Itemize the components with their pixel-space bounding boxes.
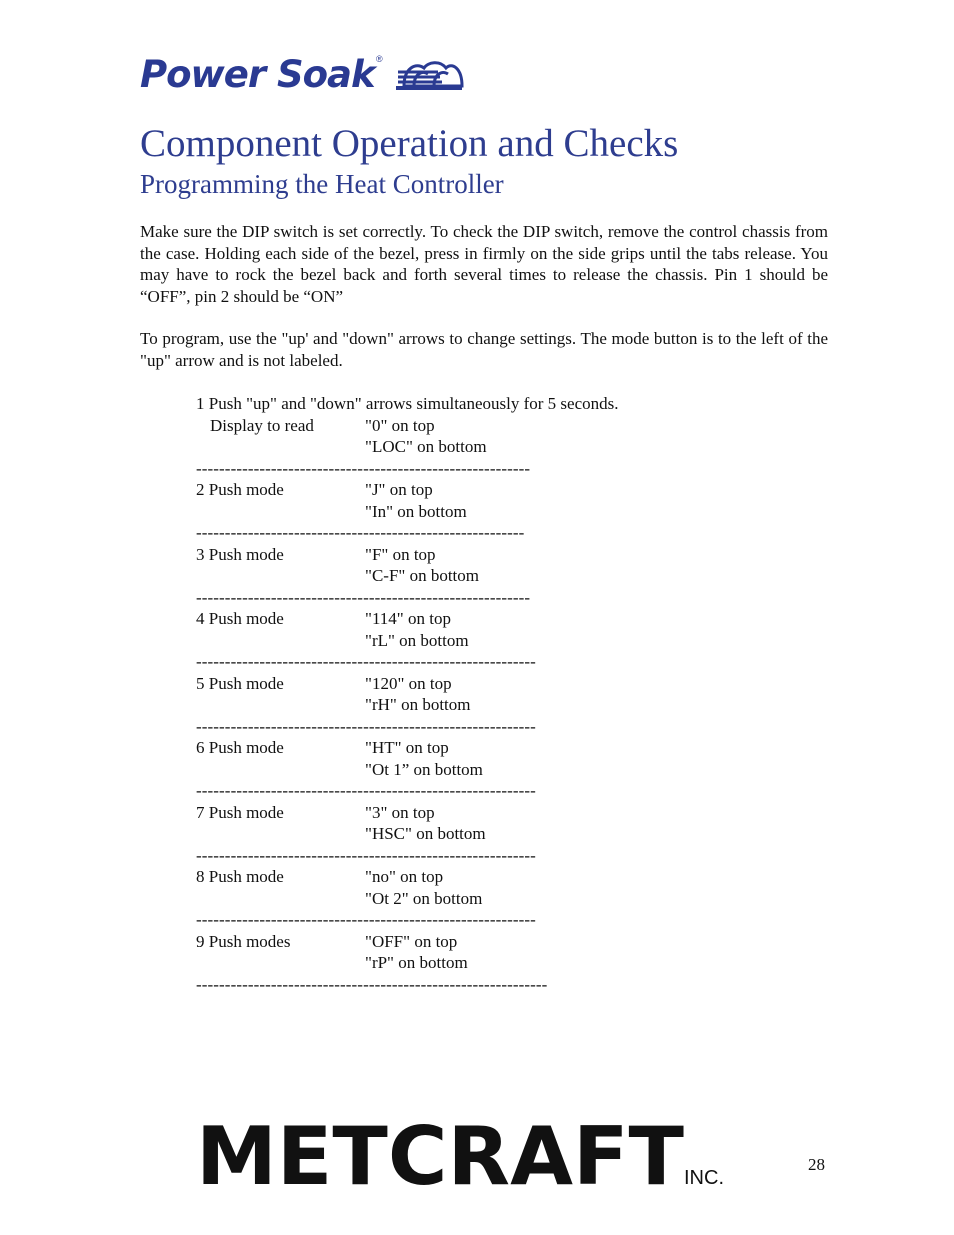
section-subtitle: Programming the Heat Controller	[140, 169, 504, 199]
separator-line: -----------------------------------------------------------	[196, 781, 536, 800]
step-top-value: "3" on top	[365, 802, 435, 822]
step-row	[196, 544, 616, 566]
step-1-bottom	[196, 436, 616, 458]
step-top-value: "F" on top	[365, 544, 436, 564]
registered-mark: ®	[376, 54, 383, 64]
step-label: 8 Push mode	[196, 867, 284, 886]
metcraft-logo-suffix: INC.	[684, 1167, 724, 1189]
separator-line: ---------------------------------------------------------	[196, 523, 525, 542]
step-bottom-value: "In" on bottom	[365, 501, 467, 521]
step-1-display	[196, 415, 616, 437]
power-soak-logo	[140, 52, 470, 98]
step-row	[196, 866, 616, 888]
step-row-bottom	[196, 565, 616, 587]
step-label: 7 Push mode	[196, 802, 284, 822]
step-top-value: "HT" on top	[365, 738, 449, 757]
step-bottom-value: "C-F" on bottom	[365, 566, 480, 585]
step-label: 9 Push modes	[196, 931, 291, 951]
step-top-value: "120" on top	[365, 673, 452, 693]
step-bottom-value: "Ot 1” on bottom	[365, 759, 483, 779]
separator-line: -----------------------------------------------------------	[196, 652, 536, 671]
step-row-bottom	[196, 694, 616, 716]
step-1-instruction: 1 Push "up" and "down" arrows simultaneously for 5 seconds.	[196, 394, 619, 413]
step-top-value: "0" on top	[365, 415, 435, 435]
dip-switch-paragraph: Make sure the DIP switch is set correctly. To check the DIP switch, remove the control chassis from the case. Holding each side of the bezel, press in firmly on the side grips until the tabs release. You may have to rock the bezel back and forth several times to release the chassis. Pin 1 should be “OFF”, pin 2 should be “ON”	[140, 222, 828, 306]
step-row-bottom	[196, 501, 616, 523]
step-row-bottom	[196, 888, 616, 910]
step-row	[196, 608, 616, 630]
step-label: 5 Push mode	[196, 673, 284, 693]
separator-line: -----------------------------------------------------------	[196, 845, 536, 865]
step-row	[196, 479, 616, 501]
step-top-value: "J" on top	[365, 480, 433, 499]
page-number: 28	[808, 1155, 825, 1174]
separator-line: -----------------------------------------------------------	[196, 910, 536, 929]
separator-line: ----------------------------------------------------------	[196, 587, 531, 607]
step-row-bottom	[196, 630, 616, 652]
metcraft-logo	[196, 1120, 741, 1190]
step-top-value: "no" on top	[365, 867, 444, 886]
step-bottom-value: "rH" on bottom	[365, 695, 471, 714]
step-bottom-value: "HSC" on bottom	[365, 824, 486, 843]
step-row	[196, 737, 616, 759]
step-row-bottom	[196, 952, 616, 974]
step-top-value: "114" on top	[365, 609, 451, 628]
step-bottom-value: "Ot 2" on bottom	[365, 888, 483, 908]
step-row	[196, 802, 616, 824]
step-bottom-value: "rP" on bottom	[365, 953, 468, 972]
page-title: Component Operation and Checks	[140, 122, 679, 165]
separator-line: ----------------------------------------------------------	[196, 458, 531, 478]
step-row-bottom	[196, 759, 616, 781]
step-row	[196, 673, 616, 695]
step-label: Display to read	[210, 415, 314, 435]
metcraft-logo-text: METCRAFT	[196, 1120, 685, 1190]
separator-line: -----------------------------------------------------------	[196, 716, 536, 736]
step-bottom-value: "LOC" on bottom	[365, 437, 487, 456]
step-top-value: "OFF" on top	[365, 931, 458, 951]
separator-line: -------------------------------------------------------------	[196, 974, 548, 994]
step-row	[196, 931, 616, 953]
step-label: 2 Push mode	[196, 480, 284, 499]
step-label: 3 Push mode	[196, 544, 284, 564]
step-bottom-value: "rL" on bottom	[365, 630, 469, 650]
program-paragraph: To program, use the "up' and "down" arrows to change settings. The mode button is to the left of the "up" arrow and is not labeled.	[140, 329, 828, 370]
power-soak-logo-text: Power Soak	[140, 53, 375, 96]
wave-icon	[396, 58, 464, 94]
step-label: 4 Push mode	[196, 609, 284, 628]
step-row-bottom	[196, 823, 616, 845]
step-label: 6 Push mode	[196, 738, 284, 757]
programming-steps	[196, 393, 619, 995]
